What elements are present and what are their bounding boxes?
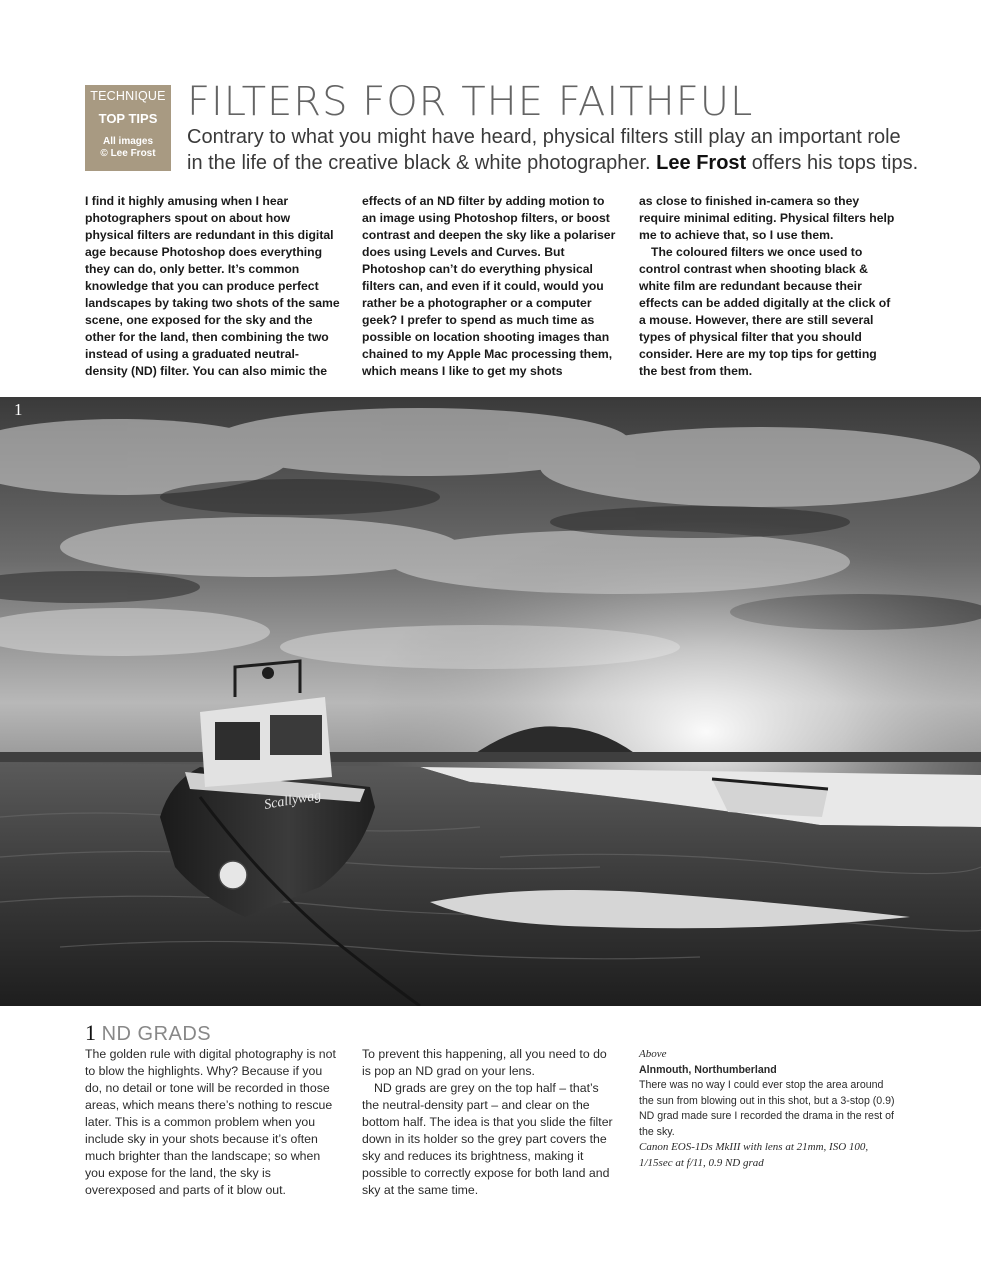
intro-column-3	[639, 193, 895, 380]
credit-line-1: All images	[102, 136, 154, 147]
photo-credit	[85, 136, 171, 160]
caption-location: Alnmouth, Northumberland	[639, 1063, 777, 1076]
intro-column-2	[362, 193, 618, 380]
standfirst	[187, 124, 947, 176]
caption-tech-details: Canon EOS-1Ds MkIII with lens at 21mm, ISO 100, 1/15sec at f/11, 0.9 ND grad	[639, 1141, 869, 1169]
body-paragraph: To prevent this happening, all you need to do is pop an ND grad on your lens.	[362, 1047, 607, 1078]
body-column-2	[362, 1046, 618, 1199]
standfirst-line-1: Contrary to what you might have heard, physical filters still play an important role	[187, 126, 901, 148]
section-number: 1	[85, 1020, 96, 1045]
section-title: ND GRADS	[101, 1023, 212, 1045]
intro-paragraph: as close to finished in-camera so they require minimal editing. Physical filters help me to achieve that, so I use them.	[639, 194, 895, 242]
boat-name-text: Scallywag	[263, 788, 323, 813]
body-paragraph: The golden rule with digital photography is not to blow the highlights. Why? Because if you do, no detail or tone will be recorded in those areas, which means there’s nothing to rescue later. This is a common problem when you include sky in your shots because it’s often much brighter than the landscape; so when you expose for the land, the sky is overexposed and parts of it blow out.	[85, 1047, 336, 1197]
intro-paragraph: The coloured filters we once used to control contrast when shooting black & white film are redundant because their effects can be added digitally at the click of a mouse. However, there are still several types of physical filter that you should consider. Here are my top tips for getting the best from them.	[639, 245, 891, 378]
author-name: Lee Frost	[656, 152, 747, 174]
standfirst-line-2a: in the life of the creative black & white photographer.	[187, 152, 657, 174]
body-column-1	[85, 1046, 341, 1199]
intro-column-1	[85, 193, 341, 380]
caption-label: Above	[639, 1048, 667, 1060]
tag-title: TOP TIPS	[98, 111, 158, 126]
photo-caption	[639, 1047, 899, 1171]
tag-kicker: TECHNIQUE	[90, 89, 166, 103]
body-paragraph: ND grads are grey on the top half – that’s the neutral-density part – and clear on the bottom half. The idea is that you slide the filter down in its holder so the grey part covers the sky and reduces its brightness, making it possible to correctly expose for both land and sky at the same time.	[362, 1081, 613, 1197]
boat-photo-illustration	[0, 397, 981, 1006]
standfirst-line-2b: offers his tops tips.	[746, 152, 919, 174]
intro-paragraph: effects of an ND filter by adding motion to an image using Photoshop filters, or boost contrast and deepen the sky like a polariser does using Levels and Curves. But Photoshop can’t do everything physical filters can, and even if it could, would you rather be a photographer or a computer geek? I prefer to spend as much time as possible on location shooting images than chained to my Apple Mac processing them, which means I like to get my shots	[362, 194, 616, 378]
section-tag	[85, 85, 171, 171]
intro-paragraph: I find it highly amusing when I hear photographers spout on about how physical filters are redundant in this digital age because Photoshop does everything they can do, only better. It’s common knowledge that you can produce perfect landscapes by taking two shots of the same scene, one exposed for the sky and the other for the land, then combining the two instead of using a graduated neutral-density (ND) filter. You can also mimic the	[85, 194, 340, 378]
landscape-photo	[0, 397, 981, 1006]
section-heading	[85, 1021, 211, 1046]
credit-line-2: © Lee Frost	[100, 148, 156, 159]
photo-number: 1	[14, 400, 23, 419]
caption-text: There was no way I could ever stop the area around the sun from blowing out in this shot, but a 3-stop (0.9) ND grad made sure I recorded the drama in the rest of the sky.	[639, 1079, 895, 1138]
page-title: FILTERS FOR THE FAITHFUL	[187, 79, 754, 125]
